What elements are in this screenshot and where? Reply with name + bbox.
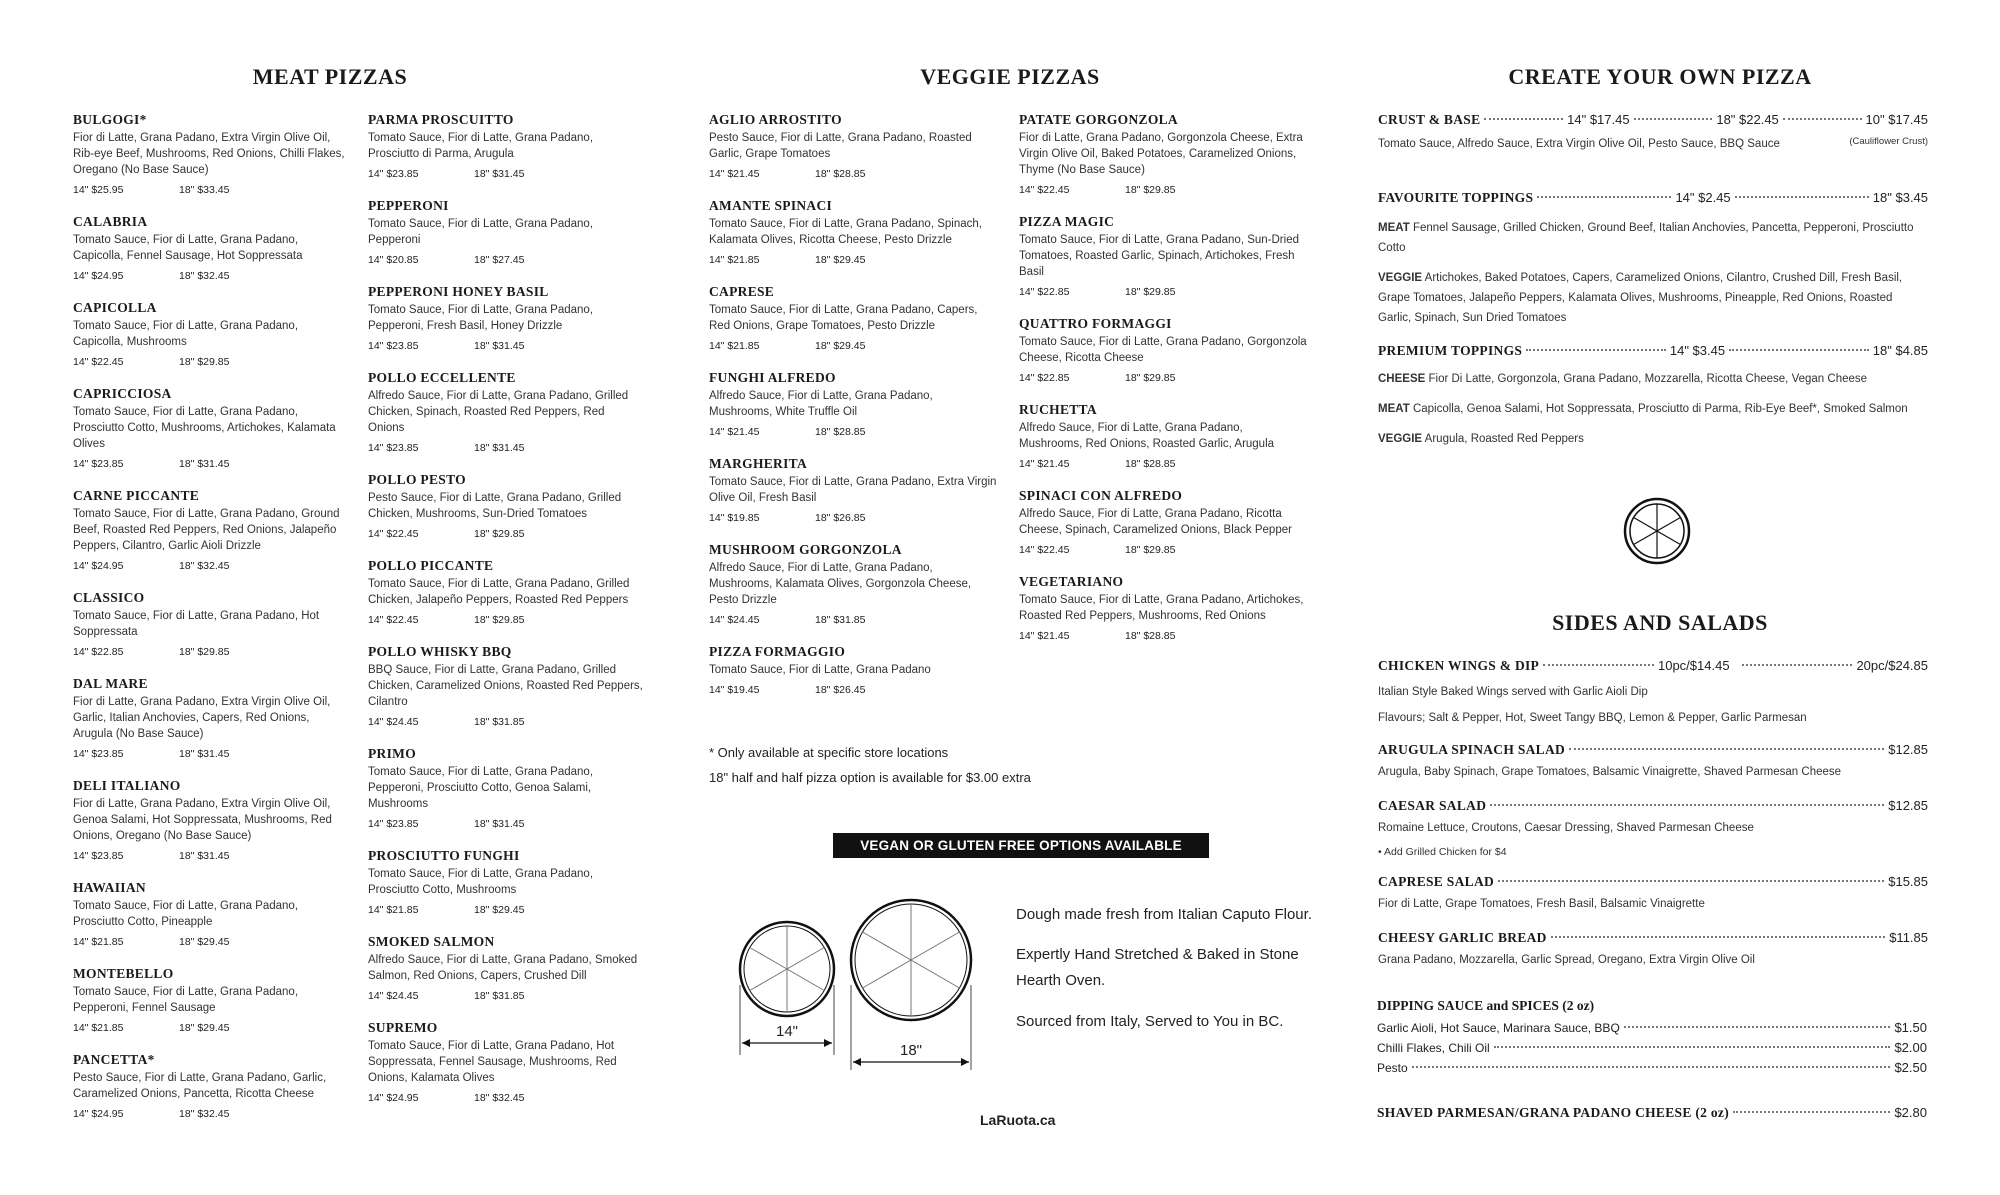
favourite-price-14: 14" $2.45 (1675, 190, 1731, 205)
menu-item (1019, 574, 1309, 642)
menu-item-description: BBQ Sauce, Fior di Latte, Grana Padano, Grilled Chicken, Caramelized Onions, Roasted Red Peppers, Cilantro (368, 664, 643, 708)
menu-item-description: Tomato Sauce, Fior di Latte, Grana Padano, Prosciutto Cotto, Mushrooms (368, 868, 594, 896)
menu-item-description: Pesto Sauce, Fior di Latte, Grana Padano, Garlic, Caramelized Onions, Pancetta, Ricotta Cheese (73, 1072, 327, 1100)
price-18: 18" $29.45 (474, 904, 525, 916)
garlic-bread-price: $11.85 (1889, 930, 1928, 945)
caesar-salad-label: CAESAR SALAD (1378, 798, 1487, 813)
dipping-section (1377, 998, 1927, 1121)
price-14: 14" $21.45 (709, 426, 760, 438)
wings-price-20pc: 20pc/$24.85 (1856, 658, 1929, 673)
premium-cheese-category: CHEESE (1378, 373, 1426, 385)
price-18: 18" $29.85 (1125, 184, 1176, 196)
menu-item (1019, 488, 1309, 556)
menu-item-description: Alfredo Sauce, Fior di Latte, Grana Padano, Ricotta Cheese, Spinach, Caramelized Onions, Black Pepper (1019, 508, 1292, 536)
menu-item-name: SUPREMO (368, 1020, 438, 1035)
menu-item (368, 746, 643, 830)
size-14-label: 14" (775, 1023, 799, 1040)
availability-note: * Only available at specific store locations (709, 745, 949, 760)
feature-hand-stretched: Expertly Hand Stretched & Baked in Stone Hearth Oven. (1016, 946, 1299, 989)
price-14: 14" $23.85 (73, 458, 124, 470)
menu-item-description: Alfredo Sauce, Fior di Latte, Grana Padano, Grilled Chicken, Spinach, Roasted Red Peppers, Red Onions (368, 390, 629, 434)
shaved-parmesan-price: $2.80 (1894, 1105, 1927, 1120)
feature-dough: Dough made fresh from Italian Caputo Flour. (1016, 906, 1312, 923)
price-18: 18" $33.45 (179, 184, 230, 196)
price-14: 14" $19.85 (709, 512, 760, 524)
menu-item-name: MONTEBELLO (73, 966, 174, 981)
dip-2-label: Chilli Flakes, Chili Oil (1377, 1041, 1490, 1055)
crust-base-label: CRUST & BASE (1378, 112, 1481, 127)
price-18: 18" $31.85 (474, 716, 525, 728)
price-18: 18" $31.85 (815, 614, 866, 626)
menu-item (368, 1020, 643, 1104)
menu-item (73, 676, 348, 760)
menu-item-description: Fior di Latte, Grana Padano, Extra Virgin Olive Oil, Genoa Salami, Hot Soppressata, Mushrooms, Red Onions, Oregano (No Base Sauce) (73, 798, 332, 842)
menu-item-name: CAPRESE (709, 284, 775, 299)
menu-item-name: PRIMO (368, 746, 416, 761)
menu-item (73, 214, 348, 282)
menu-item-description: Tomato Sauce, Fior di Latte, Grana Padano, Gorgonzola Cheese, Ricotta Cheese (1019, 336, 1307, 364)
menu-item-description: Tomato Sauce, Fior di Latte, Grana Padano, Pepperoni (368, 218, 594, 246)
price-18: 18" $26.45 (815, 684, 866, 696)
size-18-label: 18" (899, 1042, 923, 1059)
meat-pizzas-title: MEAT PIZZAS (252, 64, 408, 89)
price-18: 18" $28.85 (1125, 458, 1176, 470)
menu-item-name: FUNGHI ALFREDO (709, 370, 836, 385)
premium-price-18: 18" $4.85 (1872, 343, 1928, 358)
wings-description: Italian Style Baked Wings served with Garlic Aioli Dip (1378, 686, 1648, 698)
price-18: 18" $28.85 (1125, 630, 1176, 642)
price-14: 14" $22.45 (368, 614, 419, 626)
menu-item-description: Fior di Latte, Grana Padano, Extra Virgin Olive Oil, Rib-eye Beef, Mushrooms, Red Onions, Chilli Flakes, Oregano (No Base Sauce) (73, 132, 345, 176)
price-18: 18" $26.85 (815, 512, 866, 524)
price-14: 14" $22.45 (368, 528, 419, 540)
price-18: 18" $31.85 (474, 990, 525, 1002)
price-18: 18" $31.45 (474, 818, 525, 830)
price-14: 14" $20.85 (368, 254, 419, 266)
favourite-toppings-section (1378, 190, 1928, 328)
caprese-salad-description: Fior di Latte, Grape Tomatoes, Fresh Basil, Balsamic Vinaigrette (1378, 898, 1705, 910)
price-14: 14" $23.85 (368, 818, 419, 830)
price-14: 14" $22.45 (1019, 184, 1070, 196)
menu-item-description: Tomato Sauce, Fior di Latte, Grana Padano, Spinach, Kalamata Olives, Ricotta Cheese, Pesto Drizzle (709, 218, 982, 246)
premium-veggie-category: VEGGIE (1378, 433, 1423, 445)
menu-item-name: PEPPERONI HONEY BASIL (368, 284, 549, 299)
price-14: 14" $24.45 (368, 716, 419, 728)
price-18: 18" $31.45 (474, 340, 525, 352)
price-18: 18" $31.45 (179, 458, 230, 470)
menu-item (368, 934, 643, 1002)
price-14: 14" $21.85 (368, 904, 419, 916)
dipping-sauce-title: DIPPING SAUCE and SPICES (2 oz) (1377, 998, 1595, 1013)
price-14: 14" $24.95 (73, 1108, 124, 1120)
menu-item-name: RUCHETTA (1019, 402, 1097, 417)
price-14: 14" $21.45 (1019, 458, 1070, 470)
menu-item (709, 112, 999, 180)
menu-item (73, 112, 348, 196)
menu-item-name: PANCETTA* (73, 1052, 155, 1067)
price-14: 14" $21.45 (1019, 630, 1070, 642)
arugula-salad-label: ARUGULA SPINACH SALAD (1378, 742, 1566, 757)
price-14: 14" $21.85 (709, 254, 760, 266)
menu-item (368, 370, 643, 454)
dip-1-label: Garlic Aioli, Hot Sauce, Marinara Sauce, BBQ (1377, 1021, 1620, 1035)
menu-item-name: CAPICOLLA (73, 300, 157, 315)
price-18: 18" $31.45 (179, 850, 230, 862)
wings-flavours: Flavours; Salt & Pepper, Hot, Sweet Tangy BBQ, Lemon & Pepper, Garlic Parmesan (1378, 712, 1807, 724)
menu-item-name: CAPRICCIOSA (73, 386, 172, 401)
menu-item (73, 300, 348, 368)
menu-item-description: Tomato Sauce, Fior di Latte, Grana Padano, Capicolla, Fennel Sausage, Hot Soppressata (73, 234, 303, 262)
price-18: 18" $32.45 (179, 560, 230, 572)
veggie-pizzas-title: VEGGIE PIZZAS (920, 64, 1100, 89)
price-18: 18" $31.45 (179, 748, 230, 760)
menu-item-description: Tomato Sauce, Fior di Latte, Grana Padano, Prosciutto Cotto, Pineapple (73, 900, 299, 928)
menu-item-description: Tomato Sauce, Fior di Latte, Grana Padano, Extra Virgin Olive Oil, Fresh Basil (709, 476, 997, 504)
favourite-veggie-list: Artichokes, Baked Potatoes, Capers, Caramelized Onions, Cilantro, Crushed Dill, Fresh Basil, Grape Tomatoes, Jalapeño Peppers, Kalamata Olives, Mushrooms, Pineapple, Red Onions, Roasted Garlic, Spinach, Sun Dried Tomatoes (1378, 272, 1903, 324)
favourite-price-18: 18" $3.45 (1872, 190, 1929, 205)
meat-pizzas-column-2 (368, 112, 643, 1122)
premium-meat-list: Capicolla, Genoa Salami, Hot Soppressata, Prosciutto di Parma, Rib-Eye Beef*, Smoked Salmon (1412, 403, 1908, 415)
price-18: 18" $29.85 (179, 646, 230, 658)
caprese-salad-price: $15.85 (1888, 874, 1928, 889)
menu-item-name: POLLO PICCANTE (368, 558, 494, 573)
crust-price-10: 10" $17.45 (1865, 112, 1928, 127)
premium-toppings-label: PREMIUM TOPPINGS (1378, 343, 1523, 358)
menu-item-description: Tomato Sauce, Fior di Latte, Grana Padano, Pepperoni, Fresh Basil, Honey Drizzle (368, 304, 594, 332)
shaved-parmesan-label: SHAVED PARMESAN/GRANA PADANO CHEESE (2 oz) (1377, 1105, 1729, 1120)
caprese-salad-label: CAPRESE SALAD (1378, 874, 1495, 889)
menu-item-description: Tomato Sauce, Fior di Latte, Grana Padano, Sun-Dried Tomatoes, Roasted Garlic, Spinach, Artichokes, Fresh Basil (1019, 234, 1299, 278)
price-14: 14" $24.95 (73, 560, 124, 572)
menu-item-name: CARNE PICCANTE (73, 488, 200, 503)
menu-item-name: POLLO ECCELLENTE (368, 370, 516, 385)
menu-item-name: DELI ITALIANO (73, 778, 181, 793)
price-14: 14" $23.85 (368, 442, 419, 454)
pizza-wheel-logo-icon (1623, 497, 1691, 565)
price-18: 18" $29.85 (1125, 372, 1176, 384)
menu-item-description: Pesto Sauce, Fior di Latte, Grana Padano, Roasted Garlic, Grape Tomatoes (709, 132, 972, 160)
menu-item (709, 370, 999, 438)
price-14: 14" $19.45 (709, 684, 760, 696)
menu-item (709, 198, 999, 266)
menu-item (709, 284, 999, 352)
menu-item-name: MUSHROOM GORGONZOLA (709, 542, 902, 557)
menu-item-description: Alfredo Sauce, Fior di Latte, Grana Padano, Smoked Salmon, Red Onions, Capers, Crushed Dill (368, 954, 638, 982)
menu-item (1019, 316, 1309, 384)
menu-item (73, 488, 348, 572)
price-14: 14" $22.85 (73, 646, 124, 658)
menu-item-description: Tomato Sauce, Fior di Latte, Grana Padano, Hot Soppressata (73, 610, 320, 638)
menu-item-description: Tomato Sauce, Fior di Latte, Grana Padano, Capers, Red Onions, Grape Tomatoes, Pesto Drizzle (709, 304, 978, 332)
feature-sourced: Sourced from Italy, Served to You in BC. (1016, 1013, 1284, 1030)
menu-item-name: PIZZA FORMAGGIO (709, 644, 846, 659)
premium-toppings-section (1378, 343, 1928, 447)
favourite-veggie-category: VEGGIE (1378, 272, 1423, 284)
menu-item-description: Fior di Latte, Grana Padano, Gorgonzola Cheese, Extra Virgin Olive Oil, Baked Potatoes, Caramelized Onions, Thyme (No Base Sauce) (1019, 132, 1303, 176)
menu-item-name: PIZZA MAGIC (1019, 214, 1115, 229)
menu-item (368, 644, 643, 728)
arugula-salad-price: $12.85 (1888, 742, 1928, 757)
menu-item-description: Alfredo Sauce, Fior di Latte, Grana Padano, Mushrooms, Red Onions, Roasted Garlic, Arugula (1019, 422, 1275, 450)
price-18: 18" $29.85 (1125, 286, 1176, 298)
dip-3-label: Pesto (1377, 1061, 1408, 1075)
menu-item (73, 778, 348, 862)
premium-meat-category: MEAT (1378, 403, 1410, 415)
dip-1-price: $1.50 (1894, 1020, 1927, 1035)
price-18: 18" $29.45 (179, 1022, 230, 1034)
price-14: 14" $23.85 (368, 168, 419, 180)
menu-item-name: DAL MARE (73, 676, 148, 691)
price-18: 18" $29.85 (179, 356, 230, 368)
menu-item (709, 644, 999, 696)
menu-item-name: MARGHERITA (709, 456, 808, 471)
premium-veggie-list: Arugula, Roasted Red Peppers (1424, 433, 1584, 445)
menu-item-name: QUATTRO FORMAGGI (1019, 316, 1172, 331)
menu-item-name: AMANTE SPINACI (709, 198, 833, 213)
pizza-size-diagram (730, 895, 990, 1075)
menu-item-name: VEGETARIANO (1019, 574, 1124, 589)
crust-price-14: 14" $17.45 (1567, 112, 1630, 127)
menu-item (368, 558, 643, 626)
price-18: 18" $29.45 (179, 936, 230, 948)
menu-item (1019, 112, 1309, 196)
menu-item-description: Tomato Sauce, Fior di Latte, Grana Padano, Grilled Chicken, Jalapeño Peppers, Roasted Red Peppers (368, 578, 630, 606)
menu-item-name: CALABRIA (73, 214, 148, 229)
menu-item-description: Tomato Sauce, Fior di Latte, Grana Padano, Ground Beef, Roasted Red Peppers, Red Onions, Jalapeño Peppers, Cilantro, Garlic Aioli Drizzle (73, 508, 340, 552)
menu-item (368, 284, 643, 352)
price-18: 18" $29.85 (474, 614, 525, 626)
menu-item-name: BULGOGI* (73, 112, 147, 127)
menu-item-description: Tomato Sauce, Fior di Latte, Grana Padano, Hot Soppressata, Fennel Sausage, Mushrooms, Red Onions, Kalamata Olives (368, 1040, 617, 1084)
arugula-salad-description: Arugula, Baby Spinach, Grape Tomatoes, Balsamic Vinaigrette, Shaved Parmesan Cheese (1378, 766, 1842, 778)
create-your-own-title: CREATE YOUR OWN PIZZA (1508, 64, 1812, 89)
price-18: 18" $32.45 (179, 270, 230, 282)
garlic-bread-description: Grana Padano, Mozzarella, Garlic Spread, Oregano, Extra Virgin Olive Oil (1378, 954, 1755, 966)
price-14: 14" $22.85 (1019, 372, 1070, 384)
sides-section (1378, 658, 1928, 968)
price-14: 14" $21.85 (73, 1022, 124, 1034)
price-14: 14" $24.45 (709, 614, 760, 626)
crust-base-section (1378, 112, 1928, 152)
cauliflower-crust-note: (Cauliflower Crust) (1849, 136, 1928, 147)
menu-item-description: Tomato Sauce, Fior di Latte, Grana Padano, Artichokes, Roasted Red Peppers, Mushrooms, Red Onions (1019, 594, 1304, 622)
menu-item-description: Tomato Sauce, Fior di Latte, Grana Padano, Capicolla, Mushrooms (73, 320, 299, 348)
sides-salads-title: SIDES AND SALADS (1552, 610, 1768, 635)
menu-item-description: Tomato Sauce, Fior di Latte, Grana Padano, Pepperoni, Prosciutto Cotto, Genoa Salami, Mushrooms (368, 766, 594, 810)
menu-item-name: SMOKED SALMON (368, 934, 495, 949)
menu-item (368, 112, 643, 180)
menu-item-description: Tomato Sauce, Fior di Latte, Grana Padano, Prosciutto Cotto, Mushrooms, Artichokes, Kalamata Olives (73, 406, 336, 450)
menu-item-description: Alfredo Sauce, Fior di Latte, Grana Padano, Mushrooms, Kalamata Olives, Gorgonzola Cheese, Pesto Drizzle (709, 562, 972, 606)
price-14: 14" $23.85 (73, 850, 124, 862)
price-18: 18" $29.85 (1125, 544, 1176, 556)
crust-price-18: 18" $22.45 (1716, 112, 1779, 127)
menu-item (73, 386, 348, 470)
menu-item (73, 1052, 348, 1120)
dip-2-price: $2.00 (1894, 1040, 1927, 1055)
menu-item (368, 198, 643, 266)
menu-item (73, 880, 348, 948)
menu-item-name: POLLO PESTO (368, 472, 466, 487)
menu-item (368, 848, 643, 916)
menu-item-description: Fior di Latte, Grana Padano, Extra Virgin Olive Oil, Garlic, Italian Anchovies, Capers, Red Onions, Arugula (No Base Sauce) (73, 696, 331, 740)
price-18: 18" $29.45 (815, 340, 866, 352)
menu-item (709, 542, 999, 626)
price-14: 14" $22.85 (1019, 286, 1070, 298)
price-14: 14" $24.95 (368, 1092, 419, 1104)
price-14: 14" $21.85 (73, 936, 124, 948)
caesar-salad-price: $12.85 (1888, 798, 1928, 813)
vegan-gluten-free-banner: VEGAN OR GLUTEN FREE OPTIONS AVAILABLE (833, 833, 1209, 858)
favourite-meat-category: MEAT (1378, 222, 1410, 234)
price-14: 14" $21.85 (709, 340, 760, 352)
menu-item (1019, 214, 1309, 298)
menu-item-description: Pesto Sauce, Fior di Latte, Grana Padano, Grilled Chicken, Mushrooms, Sun-Dried Tomatoes (368, 492, 622, 520)
menu-item-name: SPINACI CON ALFREDO (1019, 488, 1183, 503)
price-18: 18" $32.45 (474, 1092, 525, 1104)
favourite-toppings-label: FAVOURITE TOPPINGS (1378, 190, 1534, 205)
menu-item-name: PATATE GORGONZOLA (1019, 112, 1178, 127)
menu-item-description: Tomato Sauce, Fior di Latte, Grana Padano, Pepperoni, Fennel Sausage (73, 986, 299, 1014)
menu-item (73, 590, 348, 658)
price-14: 14" $22.45 (1019, 544, 1070, 556)
price-14: 14" $25.95 (73, 184, 124, 196)
crust-base-options: Tomato Sauce, Alfredo Sauce, Extra Virgin Olive Oil, Pesto Sauce, BBQ Sauce (1378, 138, 1780, 150)
menu-item-name: POLLO WHISKY BBQ (368, 644, 512, 659)
menu-item-name: PEPPERONI (368, 198, 449, 213)
price-18: 18" $31.45 (474, 442, 525, 454)
menu-item-description: Tomato Sauce, Fior di Latte, Grana Padano (709, 664, 931, 676)
half-and-half-note: 18" half and half pizza option is available for $3.00 extra (709, 770, 1031, 785)
favourite-meat-list: Fennel Sausage, Grilled Chicken, Ground Beef, Italian Anchovies, Pancetta, Pepperoni, Prosciutto Cotto (1378, 222, 1914, 254)
price-18: 18" $29.45 (815, 254, 866, 266)
wings-price-10pc: 10pc/$14.45 (1657, 658, 1730, 673)
price-18: 18" $28.85 (815, 426, 866, 438)
caesar-salad-description: Romaine Lettuce, Croutons, Caesar Dressing, Shaved Parmesan Cheese (1378, 822, 1754, 834)
veggie-pizzas-column-1 (709, 112, 999, 714)
menu-item-name: CLASSICO (73, 590, 145, 605)
price-14: 14" $24.95 (73, 270, 124, 282)
caesar-addon: • Add Grilled Chicken for $4 (1378, 846, 1507, 858)
menu-item (368, 472, 643, 540)
dip-3-price: $2.50 (1894, 1060, 1927, 1075)
price-14: 14" $21.45 (709, 168, 760, 180)
menu-item (709, 456, 999, 524)
price-14: 14" $23.85 (368, 340, 419, 352)
website-link[interactable]: LaRuota.ca (980, 1112, 1056, 1128)
premium-price-14: 14" $3.45 (1669, 343, 1726, 358)
price-18: 18" $27.45 (474, 254, 525, 266)
meat-pizzas-column-1 (73, 112, 348, 1138)
price-14: 14" $24.45 (368, 990, 419, 1002)
price-18: 18" $32.45 (179, 1108, 230, 1120)
price-14: 14" $23.85 (73, 748, 124, 760)
premium-cheese-list: Fior Di Latte, Gorgonzola, Grana Padano, Mozzarella, Ricotta Cheese, Vegan Cheese (1428, 373, 1868, 385)
chicken-wings-label: CHICKEN WINGS & DIP (1378, 658, 1540, 673)
menu-item-description: Alfredo Sauce, Fior di Latte, Grana Padano, Mushrooms, White Truffle Oil (709, 390, 933, 418)
menu-item (1019, 402, 1309, 470)
veggie-pizzas-column-2 (1019, 112, 1309, 660)
price-18: 18" $28.85 (815, 168, 866, 180)
price-18: 18" $31.45 (474, 168, 525, 180)
menu-item-name: PROSCIUTTO FUNGHI (368, 848, 520, 863)
price-18: 18" $29.85 (474, 528, 525, 540)
menu-item-name: HAWAIIAN (73, 880, 146, 895)
price-14: 14" $22.45 (73, 356, 124, 368)
menu-item-name: PARMA PROSCUITTO (368, 112, 514, 127)
menu-item (73, 966, 348, 1034)
garlic-bread-label: CHEESY GARLIC BREAD (1378, 930, 1547, 945)
menu-item-description: Tomato Sauce, Fior di Latte, Grana Padano, Prosciutto di Parma, Arugula (368, 132, 594, 160)
menu-item-name: AGLIO ARROSTITO (709, 112, 842, 127)
